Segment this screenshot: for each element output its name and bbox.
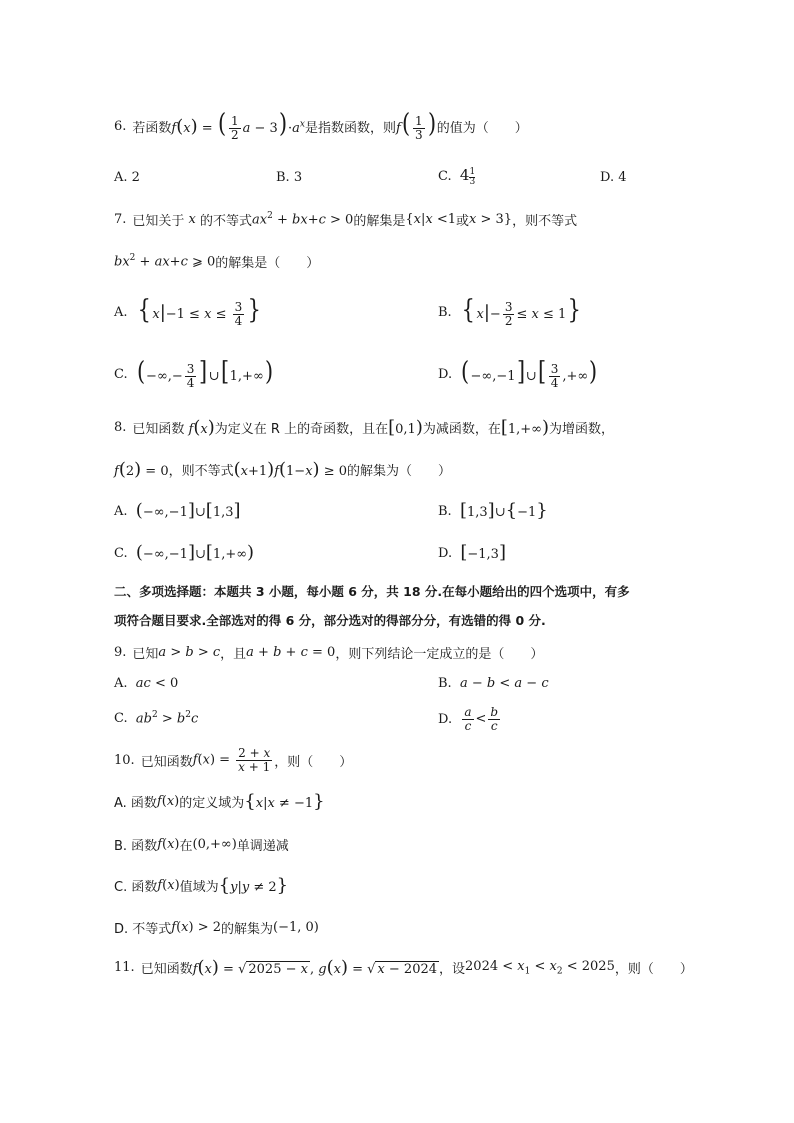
formula: (−∞,−1]∪[1,+∞) [135, 542, 255, 563]
question-text: 已知函数 [140, 754, 193, 770]
question-8 [114, 418, 614, 437]
formula: f(x) > 2 [171, 920, 222, 935]
option-c [438, 166, 475, 187]
question-10 [114, 742, 352, 778]
option-label: B. [438, 304, 452, 320]
formula: (x+1)f(1−x) ≥ 0 [233, 458, 348, 480]
option-d [438, 356, 598, 392]
formula: $2024 < x_1 < x_2 < 2025$ [465, 958, 615, 977]
option-label: B. [438, 503, 452, 519]
option-label: D. [438, 711, 453, 727]
question-text: 已知函数 [132, 422, 185, 437]
option-text: D. 不等式 [114, 922, 172, 937]
option-c [114, 710, 198, 726]
section-heading: 项符合题目要求.全部选对的得 6 分，部分选对的得部分分，有选错的得 0 分. [114, 613, 546, 628]
question-6 [114, 108, 528, 144]
formula: $\frac{a}{c}$ < $\frac{b}{c}$ [464, 704, 499, 733]
formula: [1,+∞) [500, 416, 550, 438]
option-text: 值域为 [179, 880, 219, 895]
formula: f(x) = $\frac{2 + x}{x + 1}$ [192, 745, 271, 774]
option-a [114, 294, 263, 330]
option-b [438, 502, 548, 520]
question-text: ，则（ ） [274, 754, 353, 770]
question-text: 的解集是（ ） [215, 256, 320, 271]
question-text: 若函数 [132, 120, 172, 136]
question-text: ，设 [439, 962, 466, 977]
option-c [114, 544, 254, 562]
formula: $ab^2 > b^2c$ [135, 710, 199, 727]
question-text: 的值为（ ） [436, 120, 528, 136]
option-label: C. [438, 169, 452, 184]
formula: a > b > c [158, 645, 221, 660]
option-label: A. [114, 304, 128, 320]
question-11 [114, 958, 693, 977]
formula: { x|−1 ≤ x ≤ $\frac{3}{4}$ } [137, 294, 262, 328]
question-text: 或 [456, 214, 470, 229]
formula: {x|x <1 [405, 212, 456, 227]
question-text: 已知 [132, 647, 159, 662]
question-number: 9. [114, 645, 127, 660]
question-text: 为增函数， [549, 422, 615, 437]
option-label: C. [114, 366, 128, 382]
option-d [438, 544, 506, 562]
option-a [114, 792, 325, 811]
formula: f(x) [157, 837, 180, 852]
formula: a + b + c = 0 [246, 645, 336, 660]
question-text: 已知关于 [132, 214, 185, 229]
option-label: C. [114, 710, 128, 726]
formula: (−∞,−1]∪[1,3] [135, 500, 241, 521]
formula: [0,1) [388, 416, 423, 438]
formula: (−∞,−1]∪[ $\frac{3}{4}$ ,+∞) [461, 356, 598, 390]
question-number: 6. [114, 118, 127, 134]
question-text: ，则不等式 [512, 214, 578, 229]
option-text: C. 函数 [114, 880, 158, 895]
question-number: 10. [114, 752, 135, 768]
formula: f(x) [184, 416, 215, 438]
option-text: B. 函数 [114, 839, 158, 854]
option-label: C. [114, 545, 128, 561]
formula: { x|− $\frac{3}{2}$ ≤ x ≤ 1} [461, 294, 582, 328]
question-9 [114, 643, 543, 662]
option-b [114, 835, 289, 854]
option-b [438, 294, 583, 330]
formula: f( $\frac{1}{3}$ ) [395, 108, 436, 142]
question-7 [114, 210, 577, 229]
option-label: A. [114, 503, 128, 519]
question-text: ，则不等式 [168, 464, 234, 479]
question-8-line-2 [114, 460, 451, 479]
option-a [114, 676, 178, 691]
option-c [114, 356, 274, 392]
formula: f(x) = √ 2025 − x , g(x) = √ x − 2024 [192, 956, 438, 978]
option-b: B. 3 [276, 170, 303, 185]
question-text: 为定义在 R 上的奇函数，且在 [214, 422, 389, 437]
question-text: ，且 [220, 647, 247, 662]
question-7-line-2 [114, 252, 319, 271]
formula: [−1,3] [460, 542, 506, 563]
formula: f(x) = ( $\frac{1}{2}$ $a - 3)\cdot a^x$ [171, 108, 305, 142]
section-heading: 二、多项选择题：本题共 3 小题，每小题 6 分，共 18 分.在每小题给出的四个选项中，有多 [114, 584, 630, 599]
formula: (0,+∞) [192, 837, 237, 852]
option-b [438, 676, 549, 691]
option-text: 单调递减 [236, 839, 289, 854]
formula: 4 $^{\frac{1}{3}}$ [459, 166, 476, 187]
formula: [1,3]∪{−1} [459, 500, 548, 521]
formula: a − b < a − c [459, 676, 549, 691]
formula: x [184, 212, 201, 227]
formula: f(x) [157, 878, 180, 893]
option-label: B. [438, 676, 452, 691]
formula: f(x) [156, 794, 180, 809]
option-text: 的解集为 [221, 922, 274, 937]
option-label: D. [438, 366, 453, 382]
option-a [114, 502, 241, 520]
formula: x > 3} [469, 212, 513, 227]
formula: {y|y ≠ 2} [218, 874, 289, 896]
option-text: A. 函数 [114, 796, 157, 811]
formula: $ax^2 + bx+c > 0$ [252, 211, 354, 228]
option-label: D. [438, 545, 453, 561]
question-text: ，则（ ） [614, 962, 693, 977]
question-text: 是指数函数，则 [304, 120, 396, 136]
question-number: 7. [114, 212, 127, 227]
question-text: 为减函数，在 [422, 422, 501, 437]
question-text: 的解集为（ ） [347, 464, 452, 479]
formula: {x|x ≠ −1} [244, 790, 325, 812]
question-text: 的解集是 [353, 214, 406, 229]
formula: (−1, 0) [273, 920, 319, 935]
option-d [114, 918, 319, 937]
option-c [114, 876, 288, 895]
option-text: 在 [179, 839, 193, 854]
formula: f(2) = 0 [114, 458, 169, 480]
question-number: 11. [114, 960, 135, 975]
option-d: D. 4 [600, 170, 627, 185]
question-text: 的不等式 [200, 214, 253, 229]
question-number: 8. [114, 420, 127, 435]
question-text: ，则下列结论一定成立的是（ ） [335, 647, 544, 662]
question-text: 已知函数 [140, 962, 193, 977]
option-a: A. 2 [114, 170, 140, 185]
formula: ac < 0 [135, 676, 179, 691]
option-label: A. [114, 676, 128, 691]
option-d [438, 702, 502, 736]
formula: $bx^2 + ax+c$ ⩾ 0 [114, 253, 216, 270]
formula: (−∞,− $\frac{3}{4}$ ]∪[1,+∞) [136, 356, 273, 390]
option-text: 的定义域为 [179, 796, 245, 811]
